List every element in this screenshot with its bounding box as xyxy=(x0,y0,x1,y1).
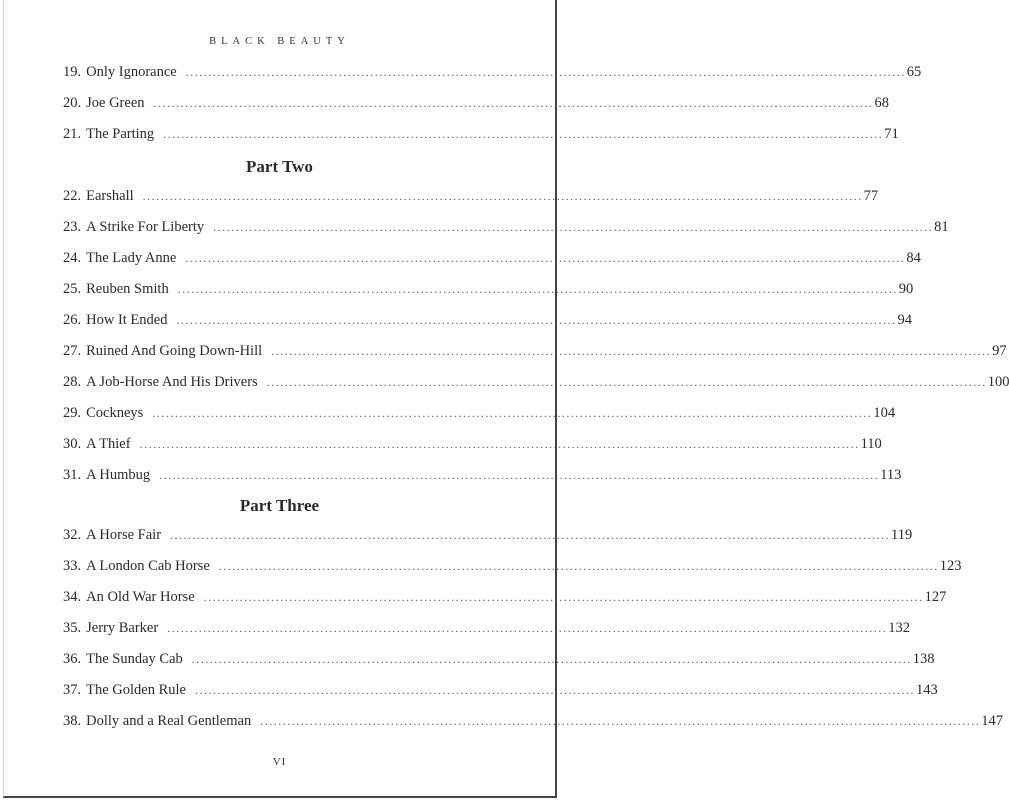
page-number: 138 xyxy=(912,651,935,667)
toc-entry xyxy=(63,281,914,303)
toc-entry xyxy=(63,95,890,117)
toc-entry xyxy=(63,188,879,210)
page-number: 71 xyxy=(884,126,899,142)
chapter-title: Reuben Smith xyxy=(86,281,169,297)
running-head: BLACK BEAUTY xyxy=(209,36,350,47)
dot-leader: ................................................................................................................................................................ xyxy=(167,621,888,635)
page-folio: VI xyxy=(272,756,287,768)
dot-leader: ................................................................................................................................................................ xyxy=(185,65,906,79)
dot-leader: ................................................................................................................................................................ xyxy=(271,344,992,358)
page-number: 81 xyxy=(934,219,949,235)
toc-entry xyxy=(63,527,913,549)
toc-entry xyxy=(63,374,1009,396)
dot-leader: ................................................................................................................................................................ xyxy=(159,468,880,482)
chapter-title: Earshall xyxy=(86,188,134,204)
page-number: 147 xyxy=(981,713,1003,729)
dot-leader: ................................................................................................................................................................ xyxy=(203,590,924,604)
chapter-title: A Job-Horse And His Drivers xyxy=(86,374,258,390)
chapter-number: 20. xyxy=(63,95,82,111)
part-heading: Part Three xyxy=(239,496,320,515)
chapter-number: 30. xyxy=(63,436,82,452)
toc-entry xyxy=(63,682,938,704)
chapter-number: 31. xyxy=(63,467,82,483)
toc-entry xyxy=(63,467,902,489)
toc-entry xyxy=(63,64,922,86)
book-page xyxy=(3,0,1009,798)
chapter-number: 27. xyxy=(63,343,82,359)
chapter-title: An Old War Horse xyxy=(86,589,195,605)
page-number: 143 xyxy=(916,682,938,698)
toc-entry xyxy=(63,589,947,611)
dot-leader: ................................................................................................................................................................ xyxy=(213,220,934,234)
chapter-number: 28. xyxy=(63,374,82,390)
dot-leader: ................................................................................................................................................................ xyxy=(177,282,898,296)
page-number: 90 xyxy=(898,281,914,297)
page-number: 110 xyxy=(860,436,882,452)
chapter-number: 37. xyxy=(63,682,82,698)
page-number: 100 xyxy=(987,374,1009,390)
dot-leader: ................................................................................................................................................................ xyxy=(185,251,906,265)
page-number: 113 xyxy=(880,467,902,483)
chapter-title: The Parting xyxy=(86,126,155,142)
chapter-number: 24. xyxy=(63,250,82,266)
chapter-title: A Strike For Liberty xyxy=(86,219,205,235)
dot-leader: ................................................................................................................................................................ xyxy=(218,559,939,573)
chapter-title: Dolly and a Real Gentleman xyxy=(86,713,252,729)
chapter-number: 36. xyxy=(63,651,82,667)
toc-entry xyxy=(63,651,935,673)
dot-leader: ................................................................................................................................................................ xyxy=(195,683,915,697)
dot-leader: ................................................................................................................................................................ xyxy=(142,189,863,203)
page-number: 104 xyxy=(873,405,896,421)
dot-leader: ................................................................................................................................................................ xyxy=(176,313,897,327)
chapter-title: Only Ignorance xyxy=(86,64,177,80)
chapter-number: 25. xyxy=(63,281,82,297)
toc-entry xyxy=(63,713,1003,735)
toc-entry xyxy=(63,219,949,241)
chapter-number: 32. xyxy=(63,527,82,543)
chapter-title: How It Ended xyxy=(86,312,168,328)
page-number: 94 xyxy=(897,312,912,328)
toc-entry xyxy=(63,312,912,334)
toc-entry xyxy=(63,405,896,427)
chapter-title: A Horse Fair xyxy=(86,527,162,543)
dot-leader: ................................................................................................................................................................ xyxy=(260,714,981,728)
chapter-title: A Humbug xyxy=(86,467,151,483)
dot-leader: ................................................................................................................................................................ xyxy=(266,375,987,389)
chapter-title: Jerry Barker xyxy=(86,620,159,636)
page-number: 65 xyxy=(906,64,922,80)
page-number: 123 xyxy=(939,558,962,574)
dot-leader: ................................................................................................................................................................ xyxy=(163,127,884,141)
part-heading: Part Two xyxy=(246,157,313,176)
chapter-number: 33. xyxy=(63,558,82,574)
chapter-number: 22. xyxy=(63,188,82,204)
page-number: 132 xyxy=(888,620,910,636)
dot-leader: ................................................................................................................................................................ xyxy=(191,652,912,666)
chapter-title: A Thief xyxy=(86,436,131,452)
chapter-number: 26. xyxy=(63,312,82,328)
chapter-title: The Golden Rule xyxy=(86,682,186,698)
chapter-title: The Sunday Cab xyxy=(86,651,183,667)
page-number: 127 xyxy=(924,589,947,605)
toc-entry xyxy=(63,436,882,458)
chapter-number: 38. xyxy=(63,713,82,729)
chapter-number: 35. xyxy=(63,620,82,636)
chapter-number: 23. xyxy=(63,219,82,235)
chapter-number: 21. xyxy=(63,126,82,142)
toc-entry xyxy=(63,343,1007,365)
chapter-title: A London Cab Horse xyxy=(86,558,210,574)
dot-leader: ................................................................................................................................................................ xyxy=(170,528,891,542)
dot-leader: ................................................................................................................................................................ xyxy=(139,437,860,451)
chapter-number: 29. xyxy=(63,405,82,421)
page-number: 68 xyxy=(874,95,890,111)
chapter-title: Ruined And Going Down-Hill xyxy=(86,343,263,359)
page-number: 77 xyxy=(863,188,879,204)
chapter-title: Cockneys xyxy=(86,405,144,421)
page-number: 119 xyxy=(891,527,913,543)
chapter-number: 34. xyxy=(63,589,82,605)
chapter-number: 19. xyxy=(63,64,82,80)
toc-entry xyxy=(63,620,910,642)
toc-entry xyxy=(63,126,899,148)
chapter-title: Joe Green xyxy=(86,95,145,111)
toc-entry xyxy=(63,558,962,580)
toc-entry xyxy=(63,250,921,272)
chapter-title: The Lady Anne xyxy=(86,250,177,266)
page-number: 84 xyxy=(906,250,921,266)
page-number: 97 xyxy=(992,343,1007,359)
dot-leader: ................................................................................................................................................................ xyxy=(152,406,873,420)
dot-leader: ................................................................................................................................................................ xyxy=(153,96,874,110)
